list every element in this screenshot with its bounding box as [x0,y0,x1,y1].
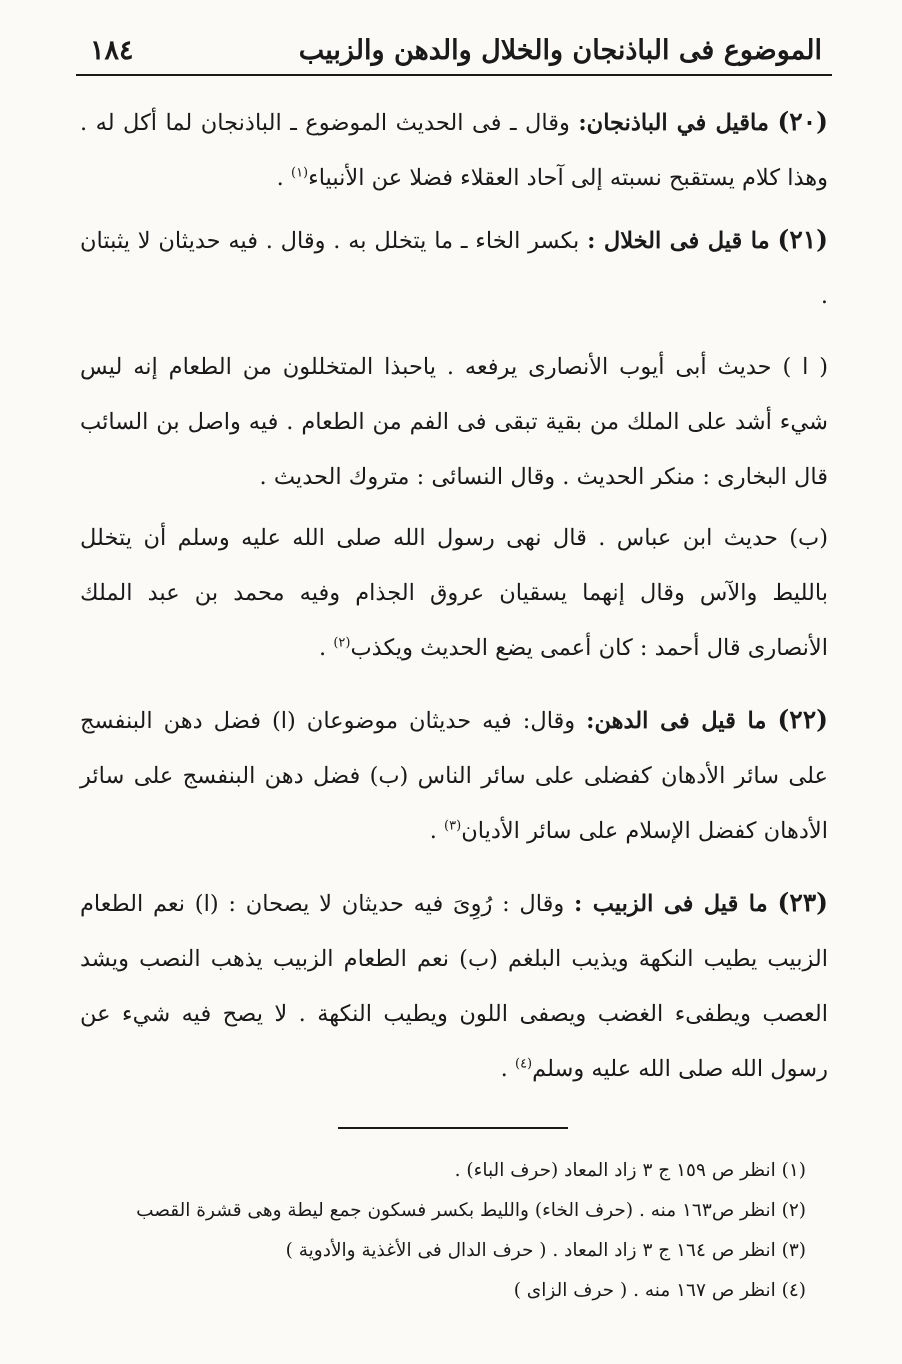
paragraph-tail: . [319,635,334,661]
footnote-item: (١) انظر ص ١٥٩ ج ٣ زاد المعاد (حرف الباء) . [454,1160,806,1181]
section-number: (٢١) [777,225,829,254]
section-heading: ماقيل في الباذنجان: [578,110,769,136]
footnote-item: (٢) انظر ص١٦٣ منه . (حرف الخاء) والليط بكسر فسكون جمع ليطة وهى قشرة القصب [136,1200,806,1221]
footnote-item: (٣) انظر ص ١٦٤ ج ٣ زاد المعاد . ( حرف الدال فى الأغذية والأدوية ) [285,1240,806,1261]
paragraph-oil [80,692,828,859]
page-number: ١٨٤ [90,35,134,66]
section-number: (٢٢) [777,705,828,734]
section-heading: ما قيل فى الزبيب : [573,891,768,917]
page-body [80,94,828,1097]
header-rule [76,74,832,76]
section-number: (٢٠) [777,107,828,136]
paragraph-text: وقال : رُوِىَ فيه حديثان لا يصحان : (ا) نعم الطعام الزبيب يطيب النكهة ويذيب البلغم (ب) نعم الطعام الزبيب يذهب النصب ويشد العصب ويطفىء الغضب ويصفى اللون ويطيب النكهة . لا يصح فيه شيء عن رسول الله صلى الله عليه وسلم [80,891,828,1082]
paragraph-hadith-b [80,511,828,676]
paragraph-text: (ب) حديث ابن عباس . قال نهى رسول الله صلى الله عليه وسلم أن يتخلل بالليط والآس وقال إنهما يسقيان عروق الجذام وفيه محمد بن عبد الملك الأنصارى قال أحمد : كان أعمى يضع الحديث ويكذب [80,525,828,661]
paragraph-text: وقال ـ فى الحديث الموضوع ـ الباذنجان لما أكل له . وهذا كلام يستقبح نسبته إلى آحاد العقلاء فضلا عن الأنبياء [80,110,828,191]
paragraph-text: بكسر الخاء ـ ما يتخلل به . وقال . فيه حديثان لا يثبتان . [80,228,828,309]
footnote-ref: (١) [290,165,309,181]
paragraph-toothpick [80,212,828,324]
paragraph-tail: . [500,1056,515,1082]
running-title: الموضوع فى الباذنجان والخلال والدهن والزبيب [298,35,822,66]
paragraph-text: ( ا ) حديث أبى أيوب الأنصارى يرفعه . ياحبذا المتخللون من الطعام إنه ليس شيء أشد على الملك من بقية تبقى فى الفم من الطعام . فيه واصل بن السائب قال البخارى : منكر الحديث . وقال النسائى : متروك الحديث . [80,354,828,490]
footnote-ref: (٢) [333,635,351,651]
page-header [80,22,828,72]
paragraph-hadith-a [80,340,828,505]
paragraph-tail: . [429,818,445,844]
footnotes [80,1151,828,1311]
paragraph-eggplant [80,94,828,206]
section-heading: ما قيل فى الدهن: [586,708,767,734]
footnote-item: (٤) انظر ص ١٦٧ منه . ( حرف الزاى ) [513,1280,806,1301]
footnote-rule [338,1127,568,1129]
paragraph-text: وقال: فيه حديثان موضوعان (ا) فضل دهن البنفسج على سائر الأدهان كفضلى على سائر الناس (ب) فضل دهن البنفسج على سائر الأدهان كفضل الإسلام على سائر الأديان [80,708,828,844]
footnote-ref: (٤) [514,1056,533,1072]
paragraph-tail: . [276,165,291,191]
footnote-ref: (٣) [444,818,462,834]
section-heading: ما قيل فى الخلال : [587,228,770,254]
section-number: (٢٣) [777,888,829,917]
paragraph-raisins [80,875,828,1097]
